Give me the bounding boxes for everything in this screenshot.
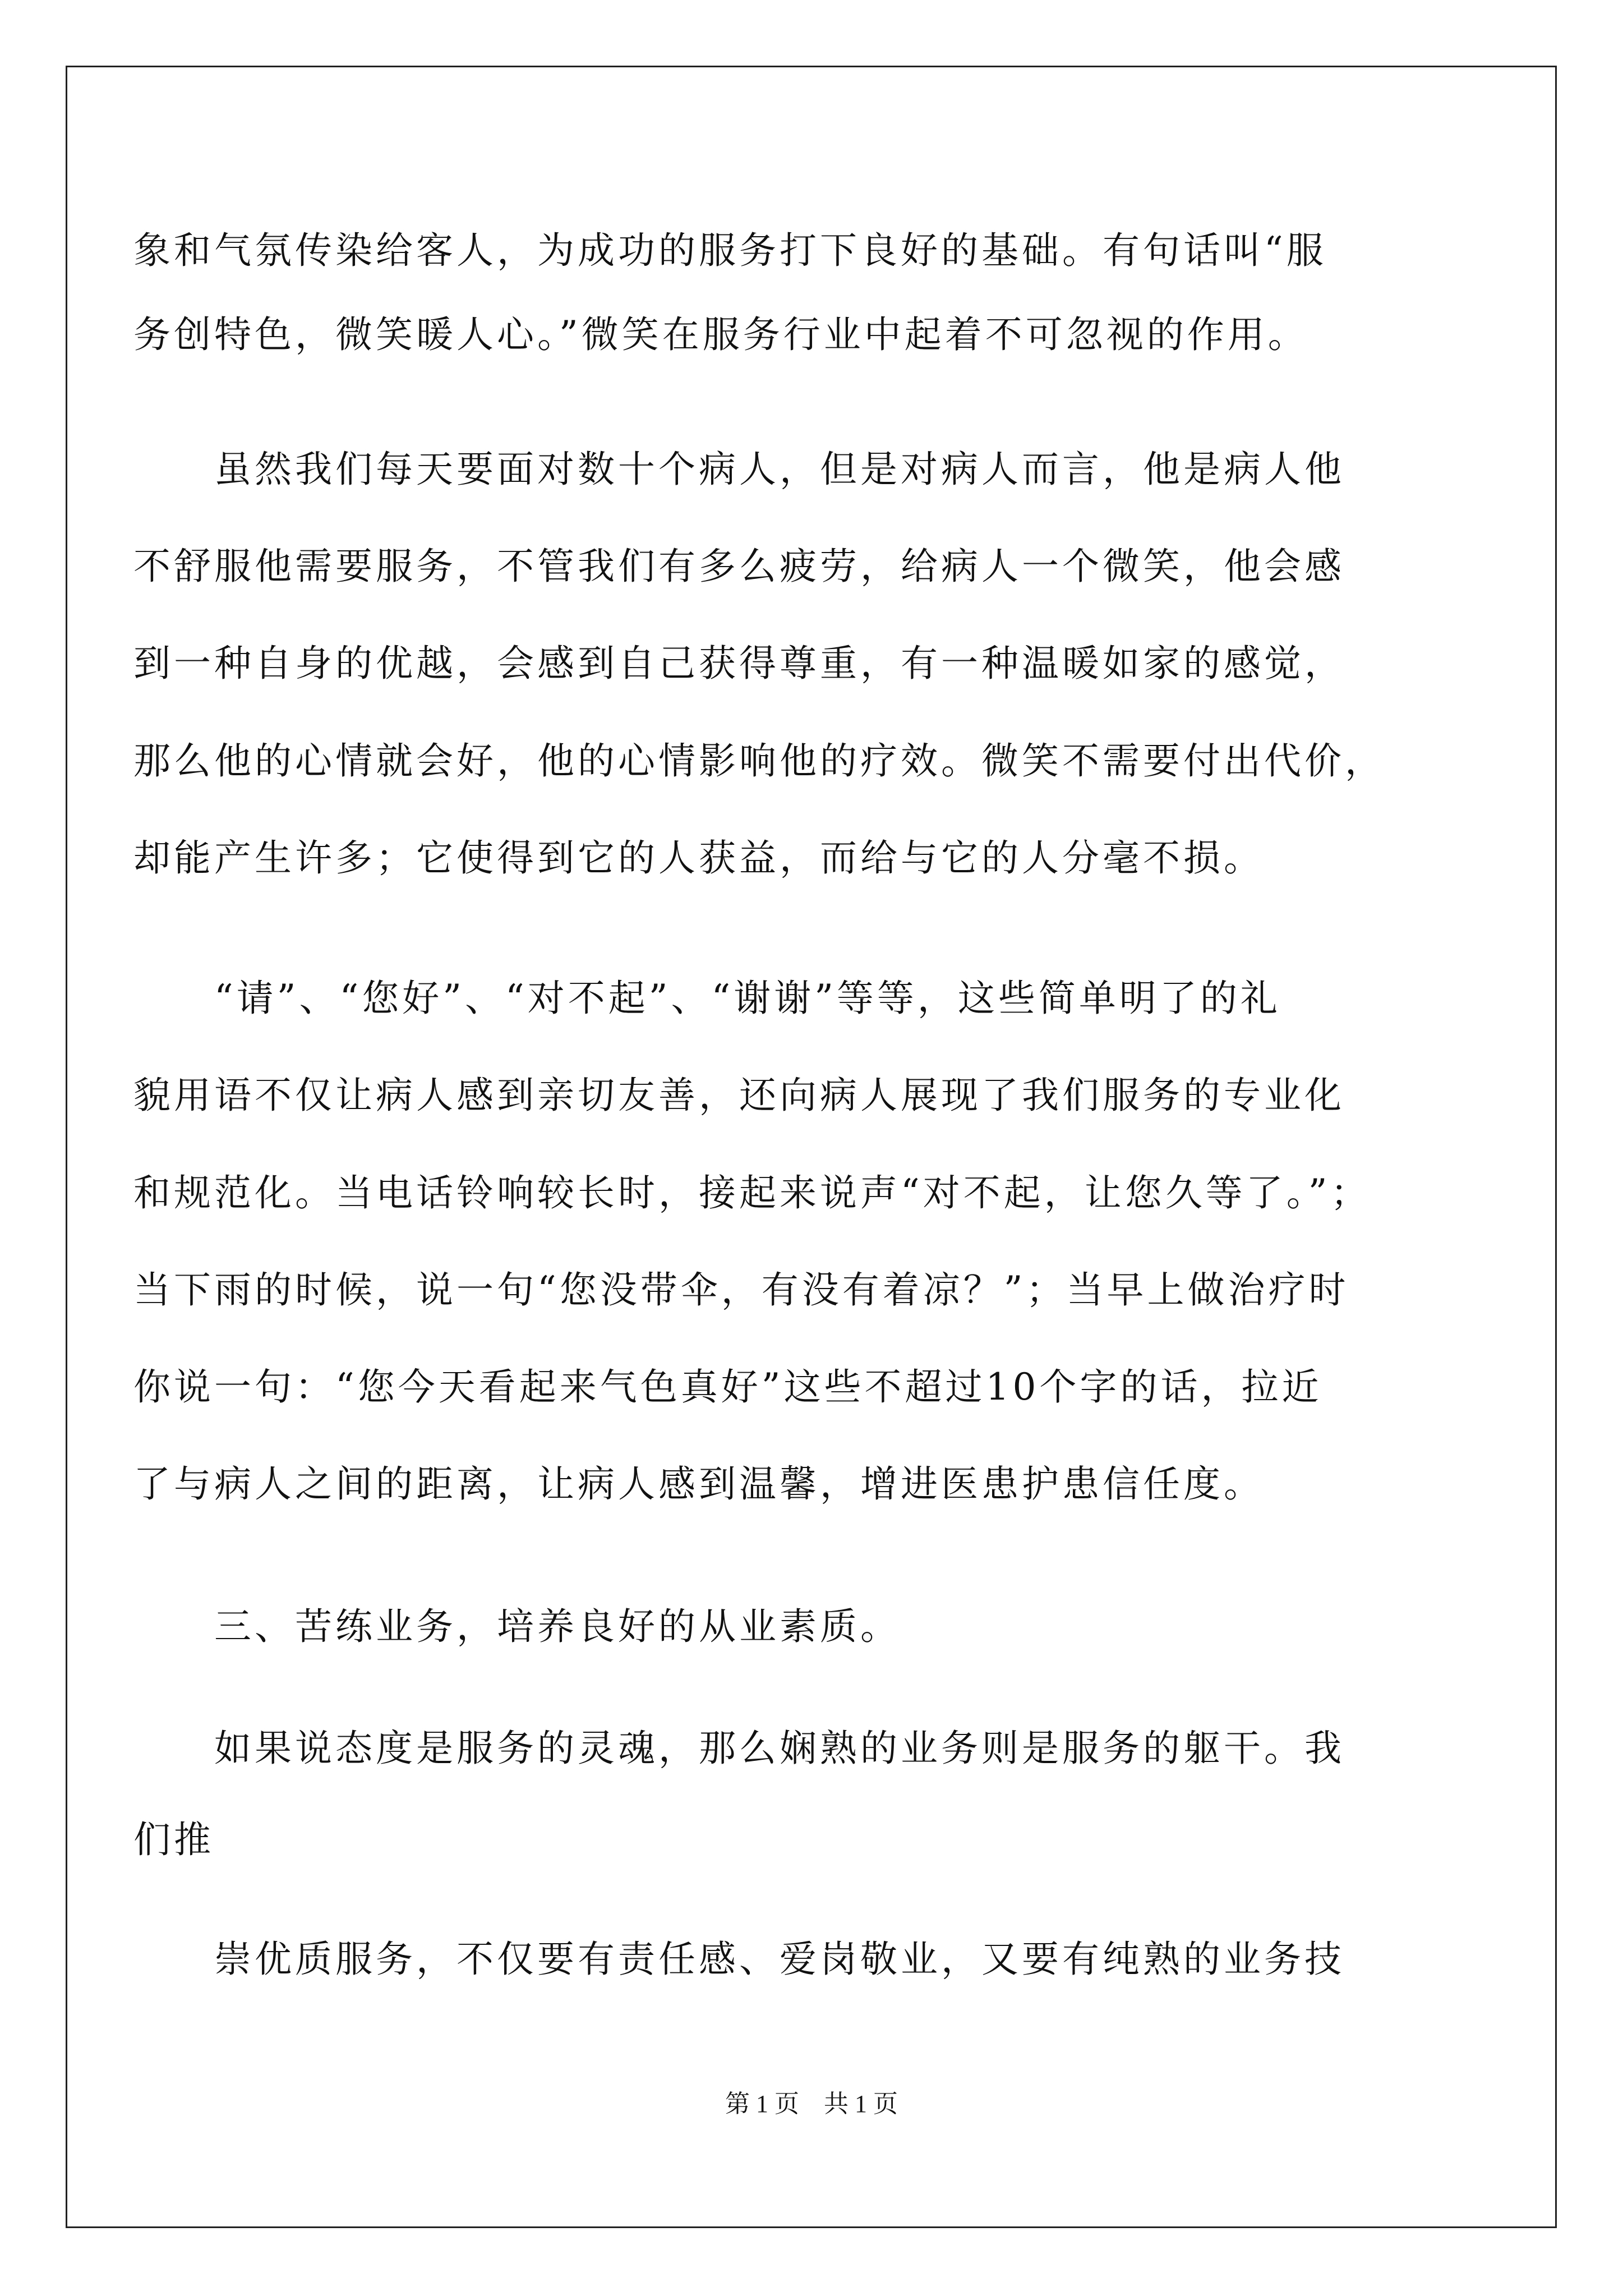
text-line: 和规范化。当电话铃响较长时，接起来说声“对不起，让您久等了。”； xyxy=(133,1171,1371,1214)
text-line: 象和气氛传染给客人，为成功的服务打下良好的基础。有句话叫“服 xyxy=(133,229,1327,272)
text-line: 当下雨的时候，说一句“您没带伞，有没有着凉？”；当早上做治疗时 xyxy=(133,1268,1349,1312)
text-line: “请”、“您好”、“对不起”、“谢谢”等等，这些简单明了的礼 xyxy=(133,977,1281,1020)
page-number-footer: 第 1 页 共 1 页 xyxy=(725,2090,898,2118)
text-line: 却能产生许多；它使得到它的人获益，而给与它的人分毫不损。 xyxy=(133,836,1264,880)
text-line: 了与病人之间的距离，让病人感到温馨，增进医患护患信任度。 xyxy=(133,1462,1264,1506)
page-border xyxy=(66,66,1557,2228)
text-line: 那么他的心情就会好，他的心情影响他的疗效。微笑不需要付出代价， xyxy=(133,739,1385,783)
text-line: 们推 xyxy=(133,1818,214,1861)
text-line: 务创特色，微笑暖人心。”微笑在服务行业中起着不可忽视的作用。 xyxy=(133,313,1308,356)
text-line: 崇优质服务，不仅要有责任感、爱岗敬业，又要有纯熟的业务技 xyxy=(133,1938,1345,1981)
text-line: 貌用语不仅让病人感到亲切友善，还向病人展现了我们服务的专业化 xyxy=(133,1074,1345,1117)
text-line: 如果说态度是服务的灵魂，那么娴熟的业务则是服务的躯干。我 xyxy=(133,1727,1345,1770)
text-line: 到一种自身的优越，会感到自己获得尊重，有一种温暖如家的感觉， xyxy=(133,642,1345,685)
text-line: 你说一句：“您今天看起来气色真好”这些不超过10个字的话，拉近 xyxy=(133,1365,1322,1409)
section-heading: 三、苦练业务，培养良好的从业素质。 xyxy=(133,1605,901,1648)
text-line: 虽然我们每天要面对数十个病人，但是对病人而言，他是病人他 xyxy=(133,448,1345,491)
text-line: 不舒服他需要服务，不管我们有多么疲劳，给病人一个微笑，他会感 xyxy=(133,545,1345,588)
